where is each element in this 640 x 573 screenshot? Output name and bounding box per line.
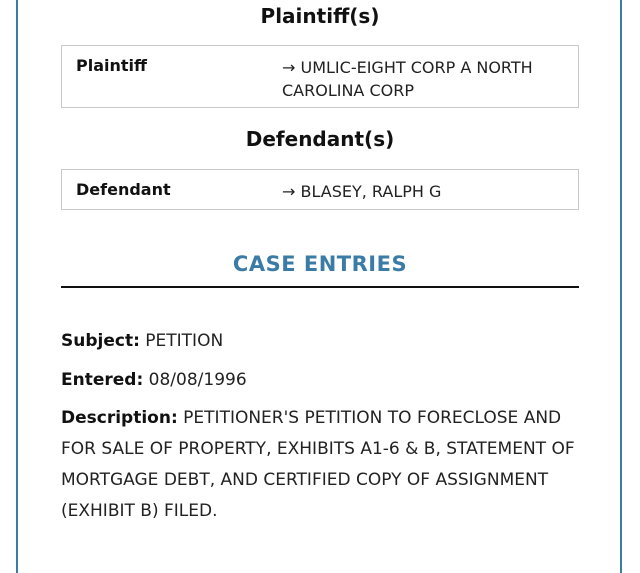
plaintiff-name[interactable] (282, 56, 562, 102)
subject-label: Subject: (61, 331, 140, 351)
case-entries-heading: CASE ENTRIES (232, 252, 408, 276)
defendant-name-text: BLASEY, RALPH G (300, 182, 442, 201)
section-divider (61, 286, 579, 288)
defendants-heading: Defendant(s) (245, 127, 395, 151)
plaintiff-name-text: UMLIC-EIGHT CORP A NORTH CAROLINA CORP (282, 58, 533, 100)
plaintiff-row (61, 45, 579, 108)
defendant-row (61, 169, 579, 210)
arrow-right-icon: → (282, 182, 296, 201)
entered-value: 08/08/1996 (148, 370, 247, 390)
plaintiffs-heading: Plaintiff(s) (260, 4, 380, 28)
defendant-role-label: Defendant (76, 180, 171, 199)
arrow-right-icon: → (282, 58, 296, 77)
defendant-name[interactable] (282, 180, 562, 203)
description-label: Description: (61, 408, 178, 428)
subject-value: PETITION (145, 331, 224, 351)
description-value: PETITIONER'S PETITION TO FORECLOSE AND FOR SALE OF PROPERTY, EXHIBITS A1-6 & B, STATEMENT OF MORTGAGE DEBT, AND CERTIFIED COPY OF ASSIGNMENT (EXHIBIT B) FILED. (61, 408, 575, 521)
entered-label: Entered: (61, 370, 144, 390)
plaintiff-role-label: Plaintiff (76, 56, 147, 75)
description-field (61, 403, 581, 527)
entered-field (61, 365, 591, 396)
subject-field (61, 326, 591, 357)
